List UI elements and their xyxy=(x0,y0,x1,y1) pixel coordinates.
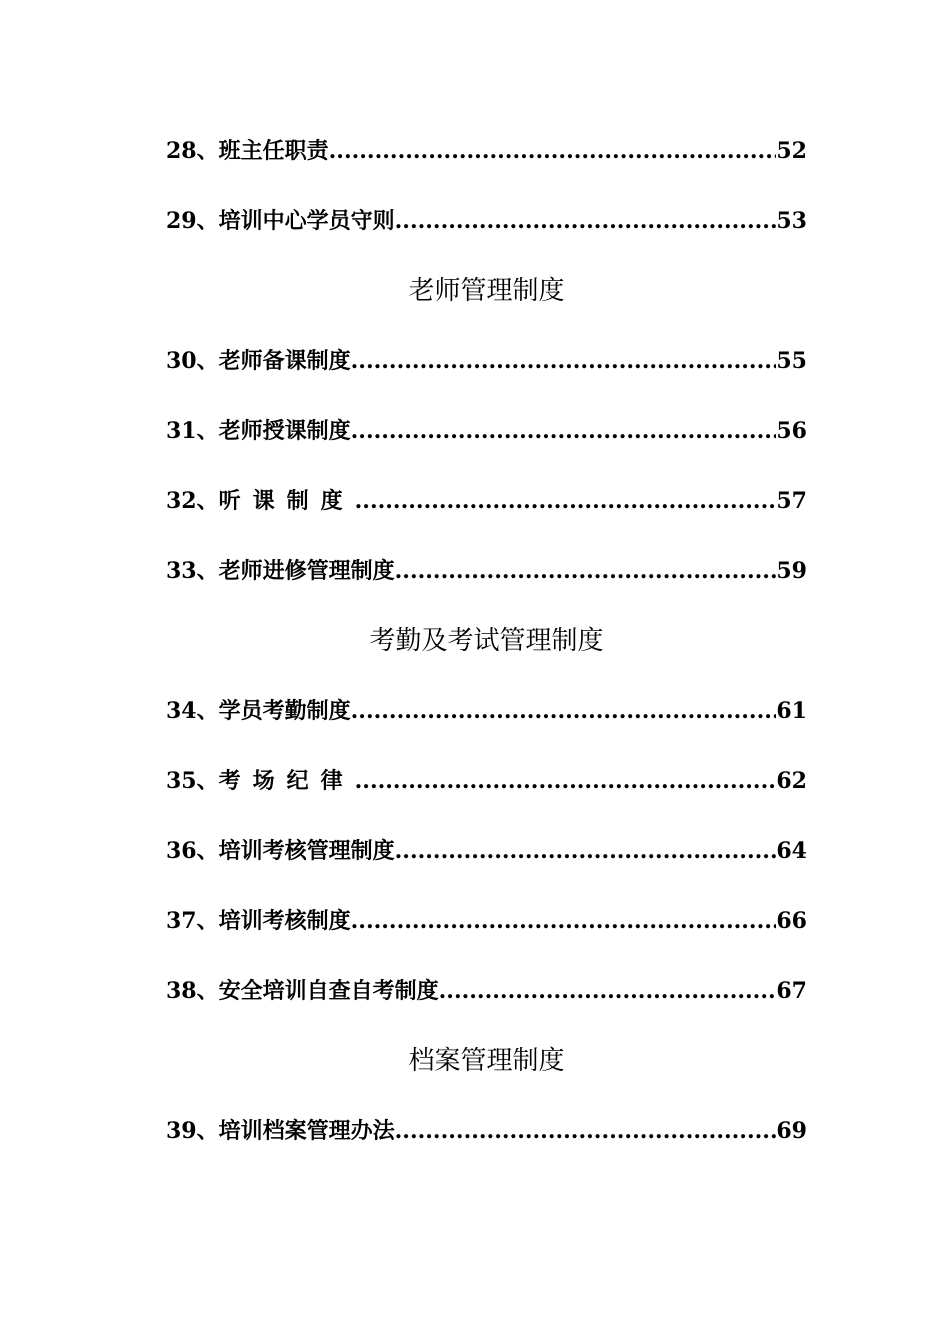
dot-leader xyxy=(355,750,777,812)
entry-title: 培训考核管理制度 xyxy=(218,838,395,864)
dot-leader xyxy=(439,960,777,1022)
entry-number: 30、 xyxy=(166,348,219,374)
entry-title: 培训中心学员守则 xyxy=(218,208,395,234)
dot-leader xyxy=(395,820,777,882)
dot-leader xyxy=(351,680,777,742)
entry-title: 学员考勤制度 xyxy=(218,698,351,724)
entry-number: 32、 xyxy=(166,488,219,514)
entry-page-number: 67 xyxy=(776,978,807,1004)
section-heading-archives: 档案管理制度 xyxy=(408,1046,565,1076)
entry-page-number: 66 xyxy=(776,908,807,934)
entry-page-number: 53 xyxy=(776,208,807,234)
entry-page-number: 64 xyxy=(776,838,807,864)
entry-number: 33、 xyxy=(166,558,219,584)
dot-leader xyxy=(395,190,777,252)
toc-entry-29[interactable] xyxy=(166,190,807,260)
toc-entry-36[interactable] xyxy=(166,820,807,890)
toc-entry-31[interactable] xyxy=(166,400,807,470)
dot-leader xyxy=(351,890,777,952)
entry-page-number: 62 xyxy=(776,768,807,794)
dot-leader xyxy=(395,1100,777,1162)
entry-number: 35、 xyxy=(166,768,219,794)
dot-leader xyxy=(351,400,777,462)
section-heading-teachers: 老师管理制度 xyxy=(408,276,565,306)
entry-title: 培训档案管理办法 xyxy=(218,1118,395,1144)
dot-leader xyxy=(329,120,777,182)
table-of-contents xyxy=(166,120,807,1170)
dot-leader xyxy=(355,470,777,532)
dot-leader xyxy=(395,540,777,602)
toc-entry-35[interactable] xyxy=(166,750,807,820)
section-heading-attendance: 考勤及考试管理制度 xyxy=(369,626,604,656)
entry-page-number: 52 xyxy=(776,138,807,164)
entry-page-number: 59 xyxy=(776,558,807,584)
toc-entry-34[interactable] xyxy=(166,680,807,750)
entry-title: 老师授课制度 xyxy=(218,418,351,444)
entry-number: 29、 xyxy=(166,208,219,234)
entry-number: 28、 xyxy=(166,138,219,164)
entry-title: 班主任职责 xyxy=(218,138,329,164)
toc-entry-39[interactable] xyxy=(166,1100,807,1170)
entry-page-number: 55 xyxy=(776,348,807,374)
entry-title: 安全培训自查自考制度 xyxy=(218,978,439,1004)
toc-entry-38[interactable] xyxy=(166,960,807,1030)
toc-entry-32[interactable] xyxy=(166,470,807,540)
toc-entry-30[interactable] xyxy=(166,330,807,400)
entry-number: 37、 xyxy=(166,908,219,934)
entry-title: 老师备课制度 xyxy=(218,348,351,374)
entry-title: 听课制度 xyxy=(218,488,355,514)
entry-number: 31、 xyxy=(166,418,219,444)
entry-number: 36、 xyxy=(166,838,219,864)
entry-number: 38、 xyxy=(166,978,219,1004)
entry-page-number: 69 xyxy=(776,1118,807,1144)
entry-title: 考场纪律 xyxy=(218,768,355,794)
entry-number: 34、 xyxy=(166,698,219,724)
entry-page-number: 57 xyxy=(776,488,807,514)
toc-entry-37[interactable] xyxy=(166,890,807,960)
toc-entry-28[interactable] xyxy=(166,120,807,190)
entry-title: 培训考核制度 xyxy=(218,908,351,934)
entry-title: 老师进修管理制度 xyxy=(218,558,395,584)
dot-leader xyxy=(351,330,777,392)
toc-entry-33[interactable] xyxy=(166,540,807,610)
entry-number: 39、 xyxy=(166,1118,219,1144)
entry-page-number: 61 xyxy=(776,698,807,724)
entry-page-number: 56 xyxy=(776,418,807,444)
